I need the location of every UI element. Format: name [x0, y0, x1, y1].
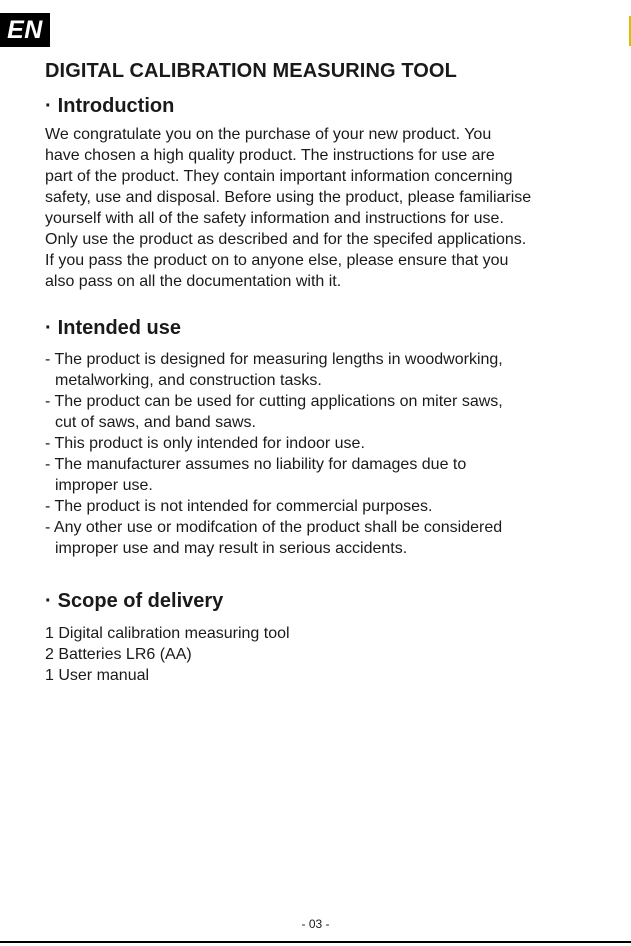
introduction-heading-text: Introduction: [57, 95, 175, 117]
list-item-text: 1 User manual: [45, 667, 150, 684]
introduction-line: have chosen a high quality product. The instructions for use are: [45, 147, 495, 164]
introduction-line: safety, use and disposal. Before using the product, please familiarise: [45, 189, 532, 206]
page-number: - 03 -: [301, 917, 330, 931]
list-item: [45, 496, 605, 517]
scope-list: [45, 623, 605, 686]
bottom-rule: [0, 941, 631, 943]
list-item-text: - Any other use or modifcation of the product shall be considered: [45, 519, 503, 536]
intended-use-list: [45, 349, 605, 559]
list-item: [45, 454, 605, 496]
list-item-text: 2 Batteries LR6 (AA): [45, 646, 192, 663]
introduction-line: also pass on all the documentation with it.: [45, 273, 342, 290]
list-item-text: - The product is not intended for commercial purposes.: [45, 498, 433, 515]
list-item-text: - This product is only intended for indoor use.: [45, 435, 365, 452]
introduction-line: yourself with all of the safety information and instructions for use.: [45, 210, 504, 227]
introduction-heading: [45, 95, 174, 118]
list-item: [45, 644, 605, 665]
list-item-text: improper use and may result in serious accidents.: [55, 540, 408, 557]
introduction-line: part of the product. They contain important information concerning: [45, 168, 513, 185]
introduction-line: If you pass the product on to anyone else, please ensure that you: [45, 252, 509, 269]
introduction-line: We congratulate you on the purchase of your new product. You: [45, 126, 492, 143]
list-item: [45, 517, 605, 559]
section-bullet: ·: [45, 590, 52, 612]
list-item-text: cut of saws, and band saws.: [55, 414, 256, 431]
introduction-paragraph: [45, 124, 605, 292]
introduction-line: Only use the product as described and for the specifed applications.: [45, 231, 527, 248]
section-bullet: ·: [45, 95, 52, 117]
list-item-text: - The manufacturer assumes no liability for damages due to: [45, 456, 467, 473]
list-item: [45, 623, 605, 644]
list-item-text: - The product is designed for measuring lengths in woodworking,: [45, 351, 503, 368]
section-bullet: ·: [45, 317, 52, 339]
document-title: DIGITAL CALIBRATION MEASURING TOOL: [45, 60, 457, 82]
list-item: [45, 665, 605, 686]
list-item: [45, 391, 605, 433]
list-item-text: metalworking, and construction tasks.: [55, 372, 322, 389]
scope-heading-text: Scope of delivery: [57, 590, 224, 612]
list-item-text: improper use.: [55, 477, 153, 494]
scope-heading: [45, 590, 223, 613]
list-item-text: 1 Digital calibration measuring tool: [45, 625, 290, 642]
list-item: [45, 433, 605, 454]
intended-use-heading: [45, 317, 181, 340]
list-item-text: - The product can be used for cutting applications on miter saws,: [45, 393, 503, 410]
intended-use-heading-text: Intended use: [57, 317, 182, 339]
list-item: [45, 349, 605, 391]
language-badge: EN: [0, 13, 50, 47]
